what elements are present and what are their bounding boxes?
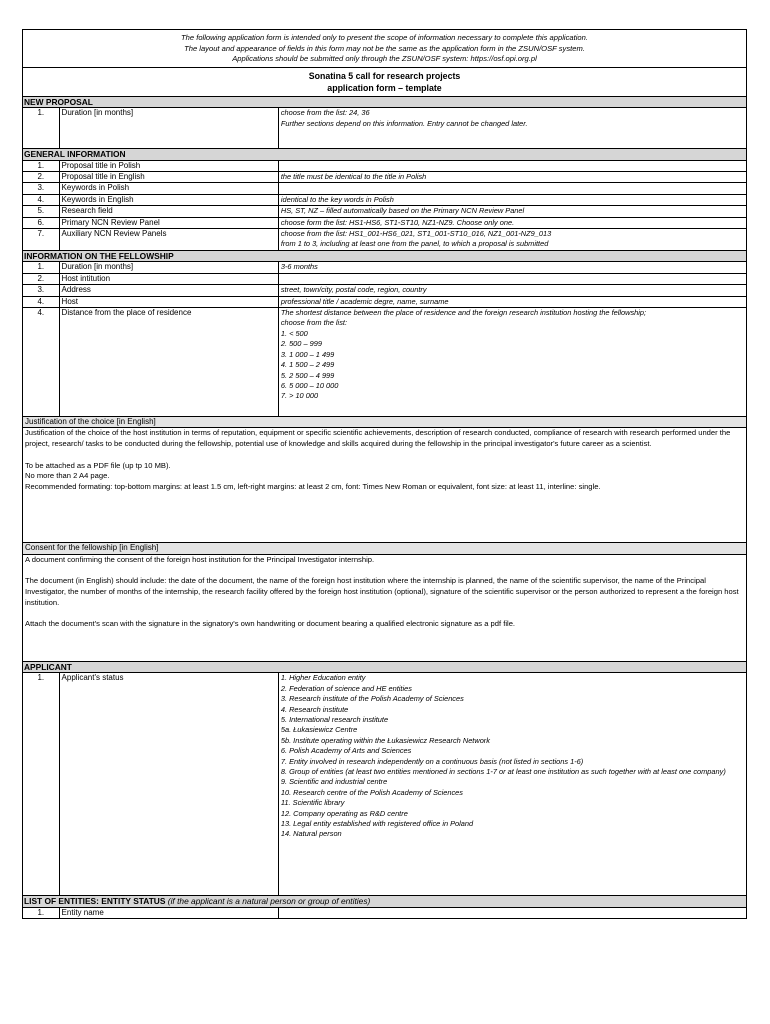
row-label: Entity name <box>59 907 278 918</box>
form-subtitle: application form – template <box>327 82 442 93</box>
row-note[interactable] <box>278 160 746 171</box>
notice-line-3: Applications should be submitted only through the ZSUN/OSF system: https://osf.opi.org.pl <box>232 54 537 64</box>
row-note: choose from the list: 24, 36 Further sections depend on this information. Entry cannot be changed later. <box>278 108 746 149</box>
form-row <box>23 285 747 296</box>
row-label: Host intitution <box>59 273 278 284</box>
form-row <box>23 217 747 228</box>
form-row <box>23 183 747 194</box>
notice-block <box>23 30 747 68</box>
row-note: professional title / academic degre, name, surname <box>278 296 746 307</box>
form-row <box>23 308 747 417</box>
section-general-information: GENERAL INFORMATION <box>23 149 747 160</box>
row-note[interactable] <box>278 183 746 194</box>
consent-heading: Consent for the fellowship [in English] <box>23 543 747 554</box>
form-title-block <box>23 67 747 96</box>
consent-heading-row <box>23 543 747 554</box>
form-row <box>23 172 747 183</box>
applicant-row-status <box>23 673 747 896</box>
row-note[interactable] <box>278 273 746 284</box>
row-number: 3. <box>23 183 60 194</box>
consent-paragraph-2: The document (in English) should include: the date of the document, the name of the foreign host institution where the internship is planned, the name of the scientific supervisor, the name of the Principal Investigator, the number of months of the internship, the research facility offered by the foreign host institution (optional), signature of the scientific supervisor or the person authorized to represent a the foreign host institution. <box>25 576 739 607</box>
row-label: Address <box>59 285 278 296</box>
row-number: 6. <box>23 217 60 228</box>
row-number: 2. <box>23 172 60 183</box>
row-number: 4. <box>23 308 60 417</box>
row-label: Host <box>59 296 278 307</box>
form-table <box>22 29 747 919</box>
entities-row-name <box>23 907 747 918</box>
form-row <box>23 206 747 217</box>
row-number: 1. <box>23 907 60 918</box>
row-label: Proposal title in English <box>59 172 278 183</box>
row-note: The shortest distance between the place of residence and the foreign research institution hosting the fellowship; choose from the list: 1. < 500 2. 500 – 999 3. 1 000 – 1 499 4. 1 500 – 2 499 5. 2 500 – 4 999 6. 5 000 – 10 000 7. > 10 000 <box>278 308 746 417</box>
form-row <box>23 273 747 284</box>
row-value[interactable] <box>278 907 746 918</box>
row-label: Applicant's status <box>59 673 278 896</box>
row-number: 3. <box>23 285 60 296</box>
row-number: 1. <box>23 673 60 896</box>
row-number: 1. <box>23 160 60 171</box>
section-fellowship-information: INFORMATION ON THE FELLOWSHIP <box>23 251 747 262</box>
row-note: street, town/city, postal code, region, country <box>278 285 746 296</box>
notice-line-2: The layout and appearance of fields in this form may not be the same as the application form in the ZSUN/OSF system. <box>184 43 585 53</box>
row-note: identical to the key words in Polish <box>278 194 746 205</box>
row-number: 4. <box>23 296 60 307</box>
form-title: Sonatina 5 call for research projects <box>308 70 461 81</box>
row-label: Keywords in Polish <box>59 183 278 194</box>
justification-paragraph-2: To be attached as a PDF file (up tp 10 MB). No more than 2 A4 page. Recommended formating: top-bottom margins: at least 1.5 cm, left-right margins: at least 2 cm, font: Times New Roman or equivalent, font size: at least 11, interline: single. <box>25 460 601 491</box>
justification-body <box>23 428 747 543</box>
row-number: 2. <box>23 273 60 284</box>
row-number: 1. <box>23 262 60 273</box>
form-row <box>23 262 747 273</box>
notice-line-1: The following application form is intended only to present the scope of information necessary to complete this application. <box>181 33 588 42</box>
justification-heading: Justification of the choice [in English] <box>23 417 747 428</box>
consent-paragraph-3: Attach the document's scan with the signature in the signatory's own handwriting or document bearing a qualified electronic signature as a pdf file. <box>25 619 516 629</box>
row-label: Auxiliary NCN Review Panels <box>59 229 278 251</box>
row-label: Keywords in English <box>59 194 278 205</box>
section-applicant: APPLICANT <box>23 661 747 672</box>
row-note: 3-6 months <box>278 262 746 273</box>
row-number: 4. <box>23 194 60 205</box>
justification-paragraph-1: Justification of the choice of the host institution in terms of reputation, equipment or specific scientific achievements, description of research conducted, compliance of research with research performed under the project, research/ tasks to be conducted during the fellowship, potential use of knowledge and skills acquired during the fellowship in the principal investigator's future career as a scientist. <box>25 428 731 449</box>
form-row <box>23 160 747 171</box>
row-number: 5. <box>23 206 60 217</box>
entities-heading: LIST OF ENTITIES: ENTITY STATUS <box>24 896 166 907</box>
row-label: Duration [in months] <box>59 262 278 273</box>
entities-heading-note: (if the applicant is a natural person or group of entities) <box>167 896 371 907</box>
form-row <box>23 194 747 205</box>
row-note: 1. Higher Education entity 2. Federation of science and HE entities 3. Research institute of the Polish Academy of Sciences 4. Research institute 5. International research institute 5a. Łukasiewicz Centre 5b. Institute operating within the Łukasiewicz Research Network 6. Polish Academy of Arts and Sciences 7. Entity involved in research independently on a continuous basis (not listed in sections 1-6) 8. Group of entities (at least two entities mentioned in sections 1-7 or at least one institution as such together with at least one company) 9. Scientific and industrial centre 10. Research centre of the Polish Academy of Sciences 11. Scientific library 12. Company operating as R&D centre 13. Legal entity established with registered office in Poland 14. Natural person <box>278 673 746 896</box>
section-new-proposal: NEW PROPOSAL <box>23 96 747 107</box>
row-label: Duration [in months] <box>59 108 278 149</box>
justification-heading-row <box>23 417 747 428</box>
row-label: Research field <box>59 206 278 217</box>
consent-body <box>23 554 747 661</box>
section-list-of-entities <box>23 896 747 907</box>
row-number: 1. <box>23 108 60 149</box>
row-label: Distance from the place of residence <box>59 308 278 417</box>
row-label: Primary NCN Review Panel <box>59 217 278 228</box>
row-number: 7. <box>23 229 60 251</box>
new-proposal-row-duration <box>23 108 747 149</box>
row-label: Proposal title in Polish <box>59 160 278 171</box>
row-note: HS, ST, NZ – filled automatically based on the Primary NCN Review Panel <box>278 206 746 217</box>
form-row <box>23 229 747 251</box>
application-form-sheet <box>22 29 747 919</box>
form-row <box>23 296 747 307</box>
consent-paragraph-1: A document confirming the consent of the foreign host institution for the Principal Investigator internship. <box>25 554 375 564</box>
row-note: choose from the list: HS1_001-HS6_021, ST1_001-ST10_016, NZ1_001-NZ9_013 from 1 to 3, including at least one from the panel, to which a proposal is submitted <box>278 229 746 251</box>
row-note: the title must be identical to the title in Polish <box>278 172 746 183</box>
row-note: choose form the list: HS1-HS6, ST1-ST10, NZ1-NZ9. Choose only one. <box>278 217 746 228</box>
